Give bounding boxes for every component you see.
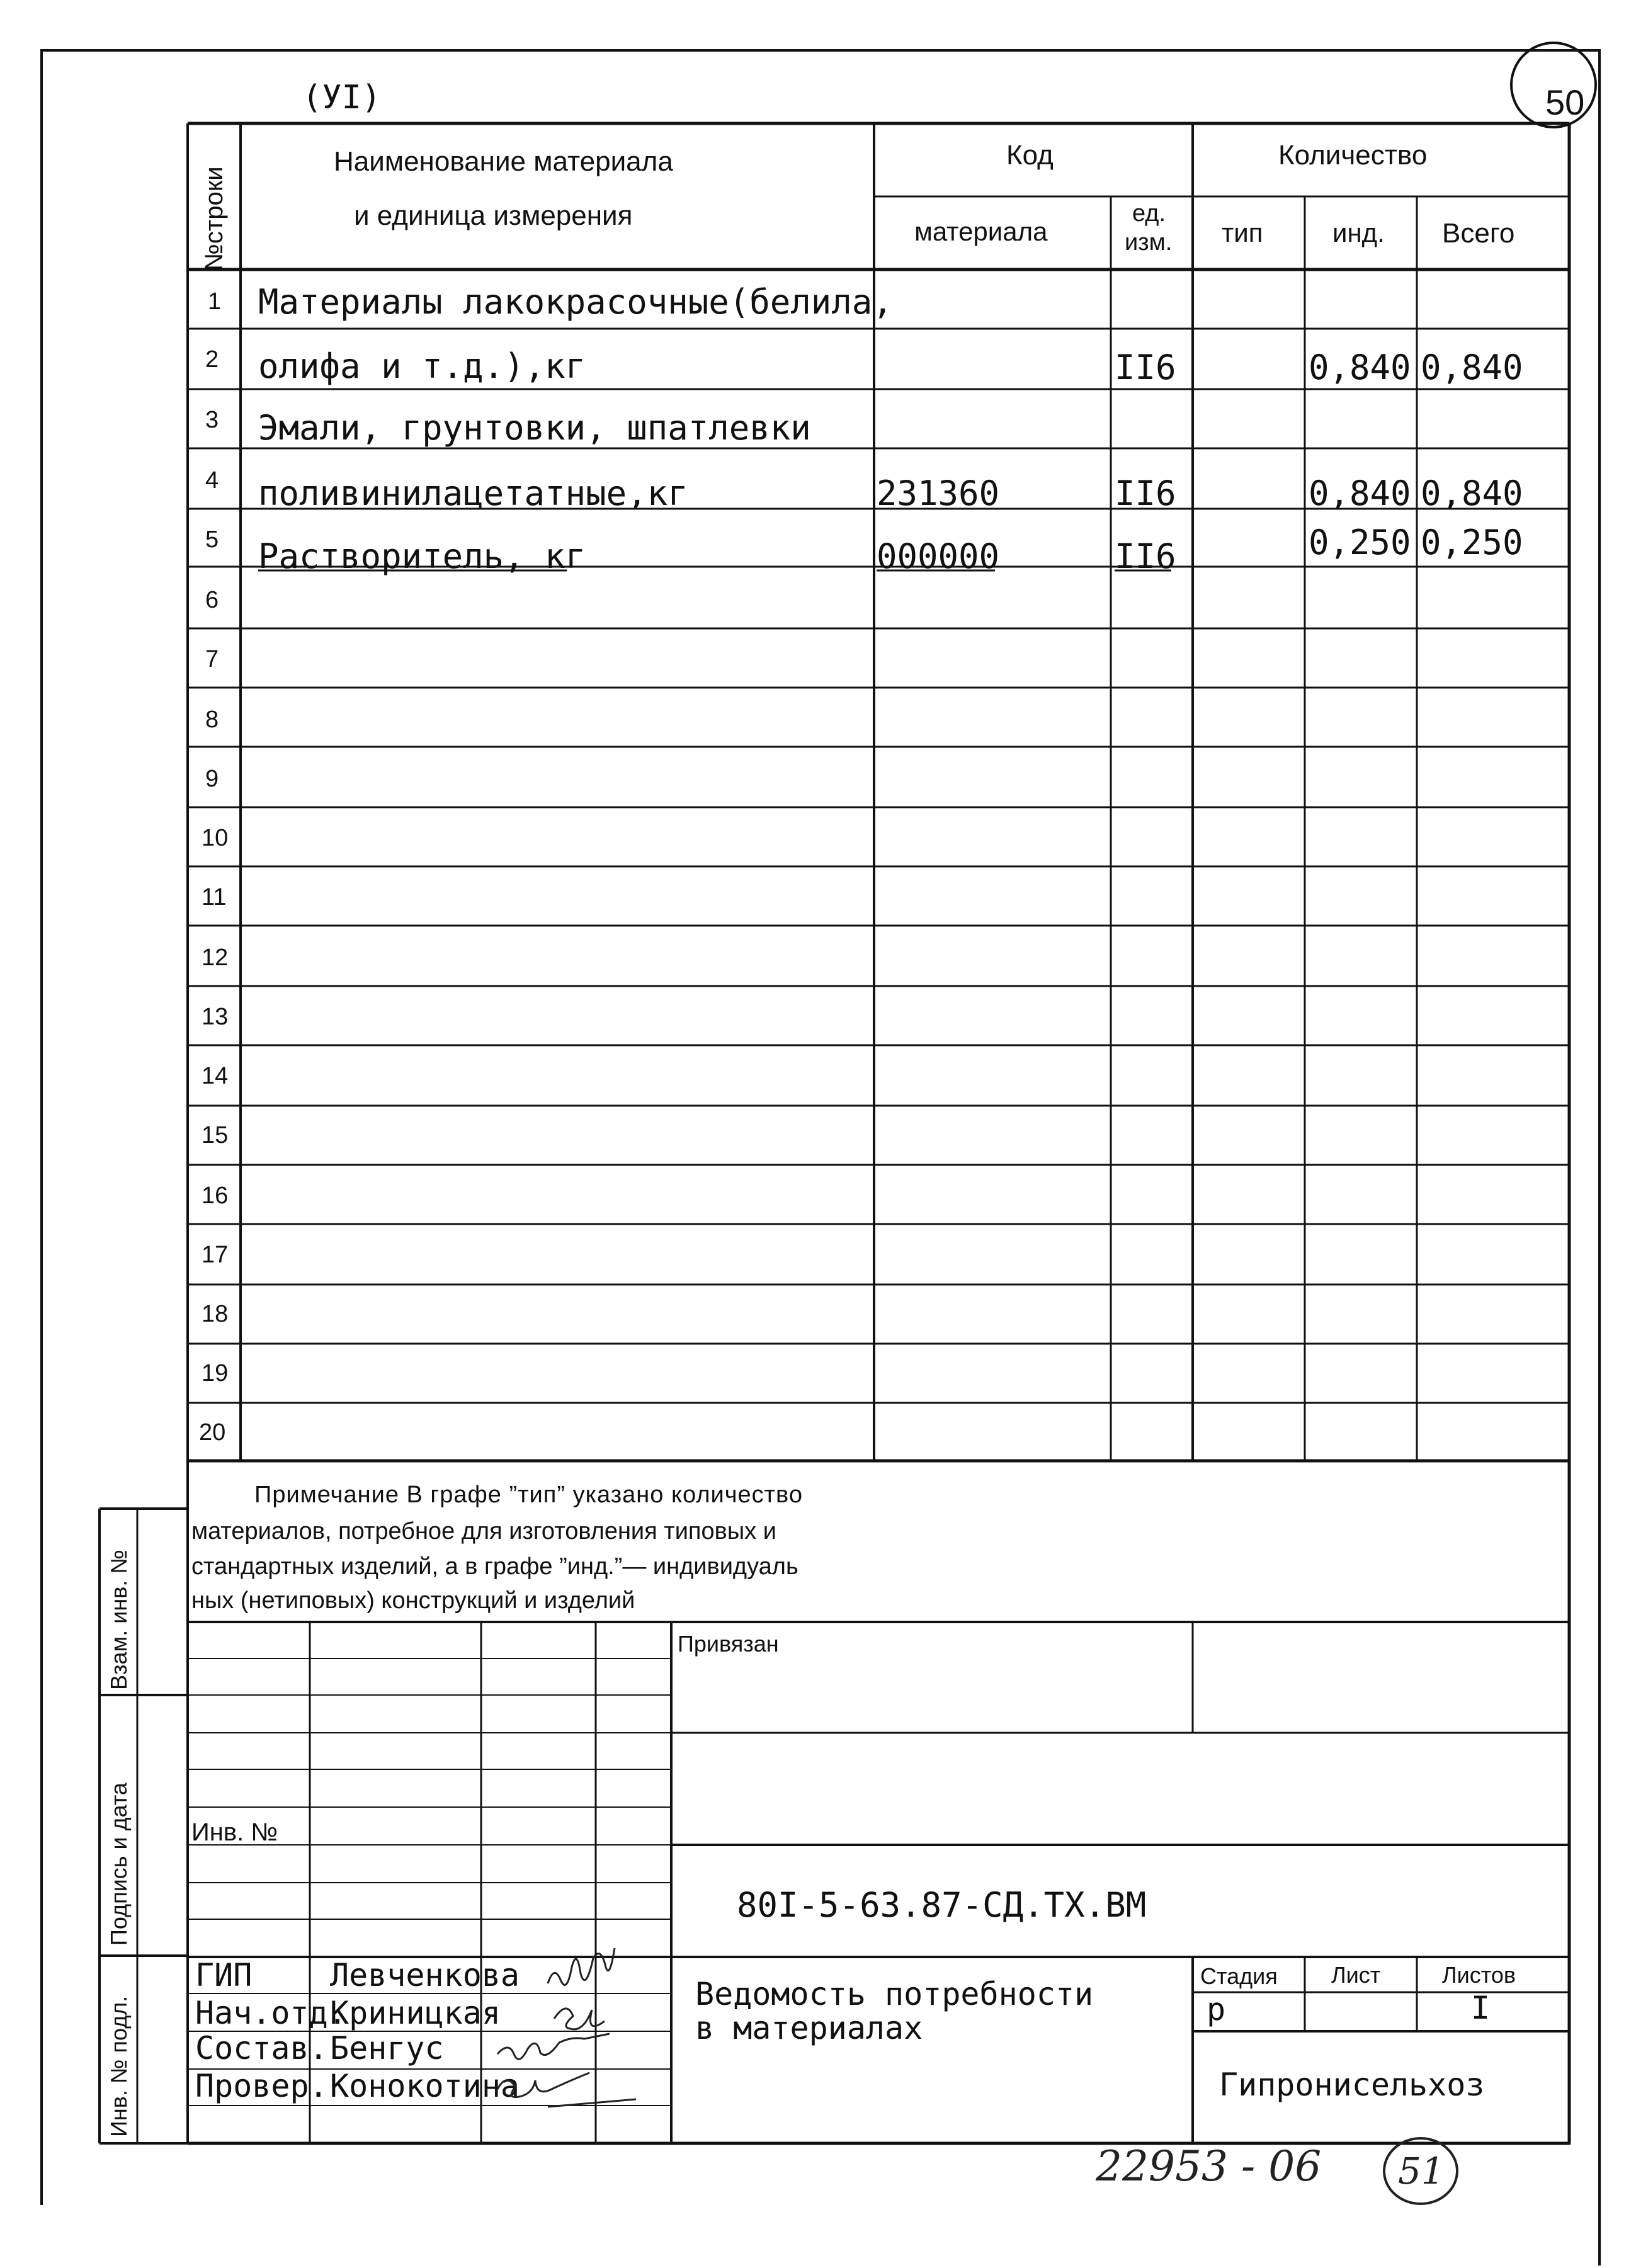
total-qty: 0,840 xyxy=(1421,348,1523,387)
document-code: 80I-5-63.87-СД.ТХ.ВМ xyxy=(737,1885,1147,1925)
material-name: олифа и т.д.),кг xyxy=(258,346,586,386)
ind-header: инд. xyxy=(1332,218,1385,247)
stage-value: р xyxy=(1207,1991,1226,2027)
organization-name: Гипронисельхоз xyxy=(1219,2067,1485,2103)
side-label-vzam: Взам. инв. № xyxy=(106,1549,132,1690)
row-number: 16 xyxy=(202,1182,229,1209)
ind-qty: 0,250 xyxy=(1309,523,1411,562)
row-number: 15 xyxy=(202,1122,229,1148)
row-number: 9 xyxy=(205,766,219,792)
row-number: 1 xyxy=(208,288,222,315)
ind-qty: 0,840 xyxy=(1309,348,1411,387)
note-line2: материалов, потребное для изготовления типовых и xyxy=(191,1518,776,1545)
name-sostav: Бенгус xyxy=(330,2030,444,2067)
row-number: 10 xyxy=(202,825,229,851)
material-name: Материалы лакокрасочные(белила, xyxy=(258,282,893,322)
row-number: 13 xyxy=(202,1004,229,1030)
unit-code: II6 xyxy=(1115,473,1176,513)
row-number: 4 xyxy=(205,467,219,494)
row-number-header: №строки xyxy=(200,166,228,271)
section-roman: (УI) xyxy=(302,79,382,116)
role-sostav: Состав. xyxy=(195,2030,328,2067)
stage-label: Стадия xyxy=(1200,1963,1278,1989)
privyazan-label: Привязан xyxy=(678,1631,779,1657)
unit-header-line1: ед. xyxy=(1132,200,1166,227)
row-number: 11 xyxy=(202,884,227,910)
note-line1: Примечание В графе ”тип” указано количество xyxy=(254,1482,803,1508)
name-header-line2: и единица измерения xyxy=(354,200,633,231)
material-name: поливинилацетатные,кг xyxy=(258,473,688,513)
name-header-line1: Наименование материала xyxy=(334,146,673,177)
name-prover: Конокотина xyxy=(330,2068,520,2104)
sheet-label: Лист xyxy=(1331,1962,1381,1988)
sheet-number: 50 xyxy=(1545,82,1585,122)
name-nach-otd: Криницкая xyxy=(330,1995,501,2031)
unit-code: II6 xyxy=(1115,348,1176,387)
row-number: 17 xyxy=(202,1242,229,1268)
role-prover: Провер. xyxy=(195,2068,328,2104)
sheets-value: I xyxy=(1471,1990,1491,2026)
row-number: 18 xyxy=(202,1301,229,1327)
code-header: Код xyxy=(1006,140,1054,171)
archive-code: 22953 - 06 xyxy=(1096,2142,1322,2191)
sheets-label: Листов xyxy=(1442,1962,1516,1988)
row-number: 5 xyxy=(205,526,219,553)
row-number: 2 xyxy=(205,346,219,373)
document-title-line1: Ведомость потребности xyxy=(695,1976,1094,2012)
document-title-line2: в материалах xyxy=(695,2010,923,2046)
unit-code: II6 xyxy=(1115,536,1176,576)
inv-no-label: Инв. № xyxy=(191,1818,278,1846)
note-line4: ных (нетиповых) конструкций и изделий xyxy=(191,1587,635,1614)
material-name: Эмали, грунтовки, шпатлевки xyxy=(258,408,811,448)
material-name: Растворитель, кг xyxy=(258,536,586,576)
row-number: 3 xyxy=(205,407,219,433)
row-number: 6 xyxy=(205,587,219,613)
type-header: тип xyxy=(1222,218,1263,247)
row-number: 14 xyxy=(202,1063,229,1089)
row-number: 19 xyxy=(202,1360,229,1386)
material-code: 231360 xyxy=(877,473,1000,513)
material-code-header: материала xyxy=(914,217,1048,246)
quantity-header: Количество xyxy=(1278,140,1428,171)
unit-header-line2: изм. xyxy=(1125,229,1173,256)
row-number: 7 xyxy=(205,646,219,672)
side-label-inv-podl: Инв. № подл. xyxy=(106,1995,132,2137)
ind-qty: 0,840 xyxy=(1309,473,1411,513)
total-header: Всего xyxy=(1442,218,1515,249)
side-label-podpis: Подпись и дата xyxy=(106,1783,132,1946)
row-number: 12 xyxy=(202,944,229,971)
total-qty: 0,840 xyxy=(1421,473,1523,513)
circled-page-number: 51 xyxy=(1398,2150,1445,2192)
row-number: 20 xyxy=(199,1419,226,1446)
material-code: 000000 xyxy=(877,536,1000,576)
role-gip: ГИП xyxy=(195,1957,253,1993)
note-line3: стандартных изделий, а в графе ”инд.”— индивидуаль xyxy=(191,1553,798,1580)
name-gip: Левченкова xyxy=(330,1957,520,1993)
role-nach-otd: Нач.отд. xyxy=(195,1995,347,2031)
total-qty: 0,250 xyxy=(1421,523,1523,562)
row-number: 8 xyxy=(205,706,219,733)
